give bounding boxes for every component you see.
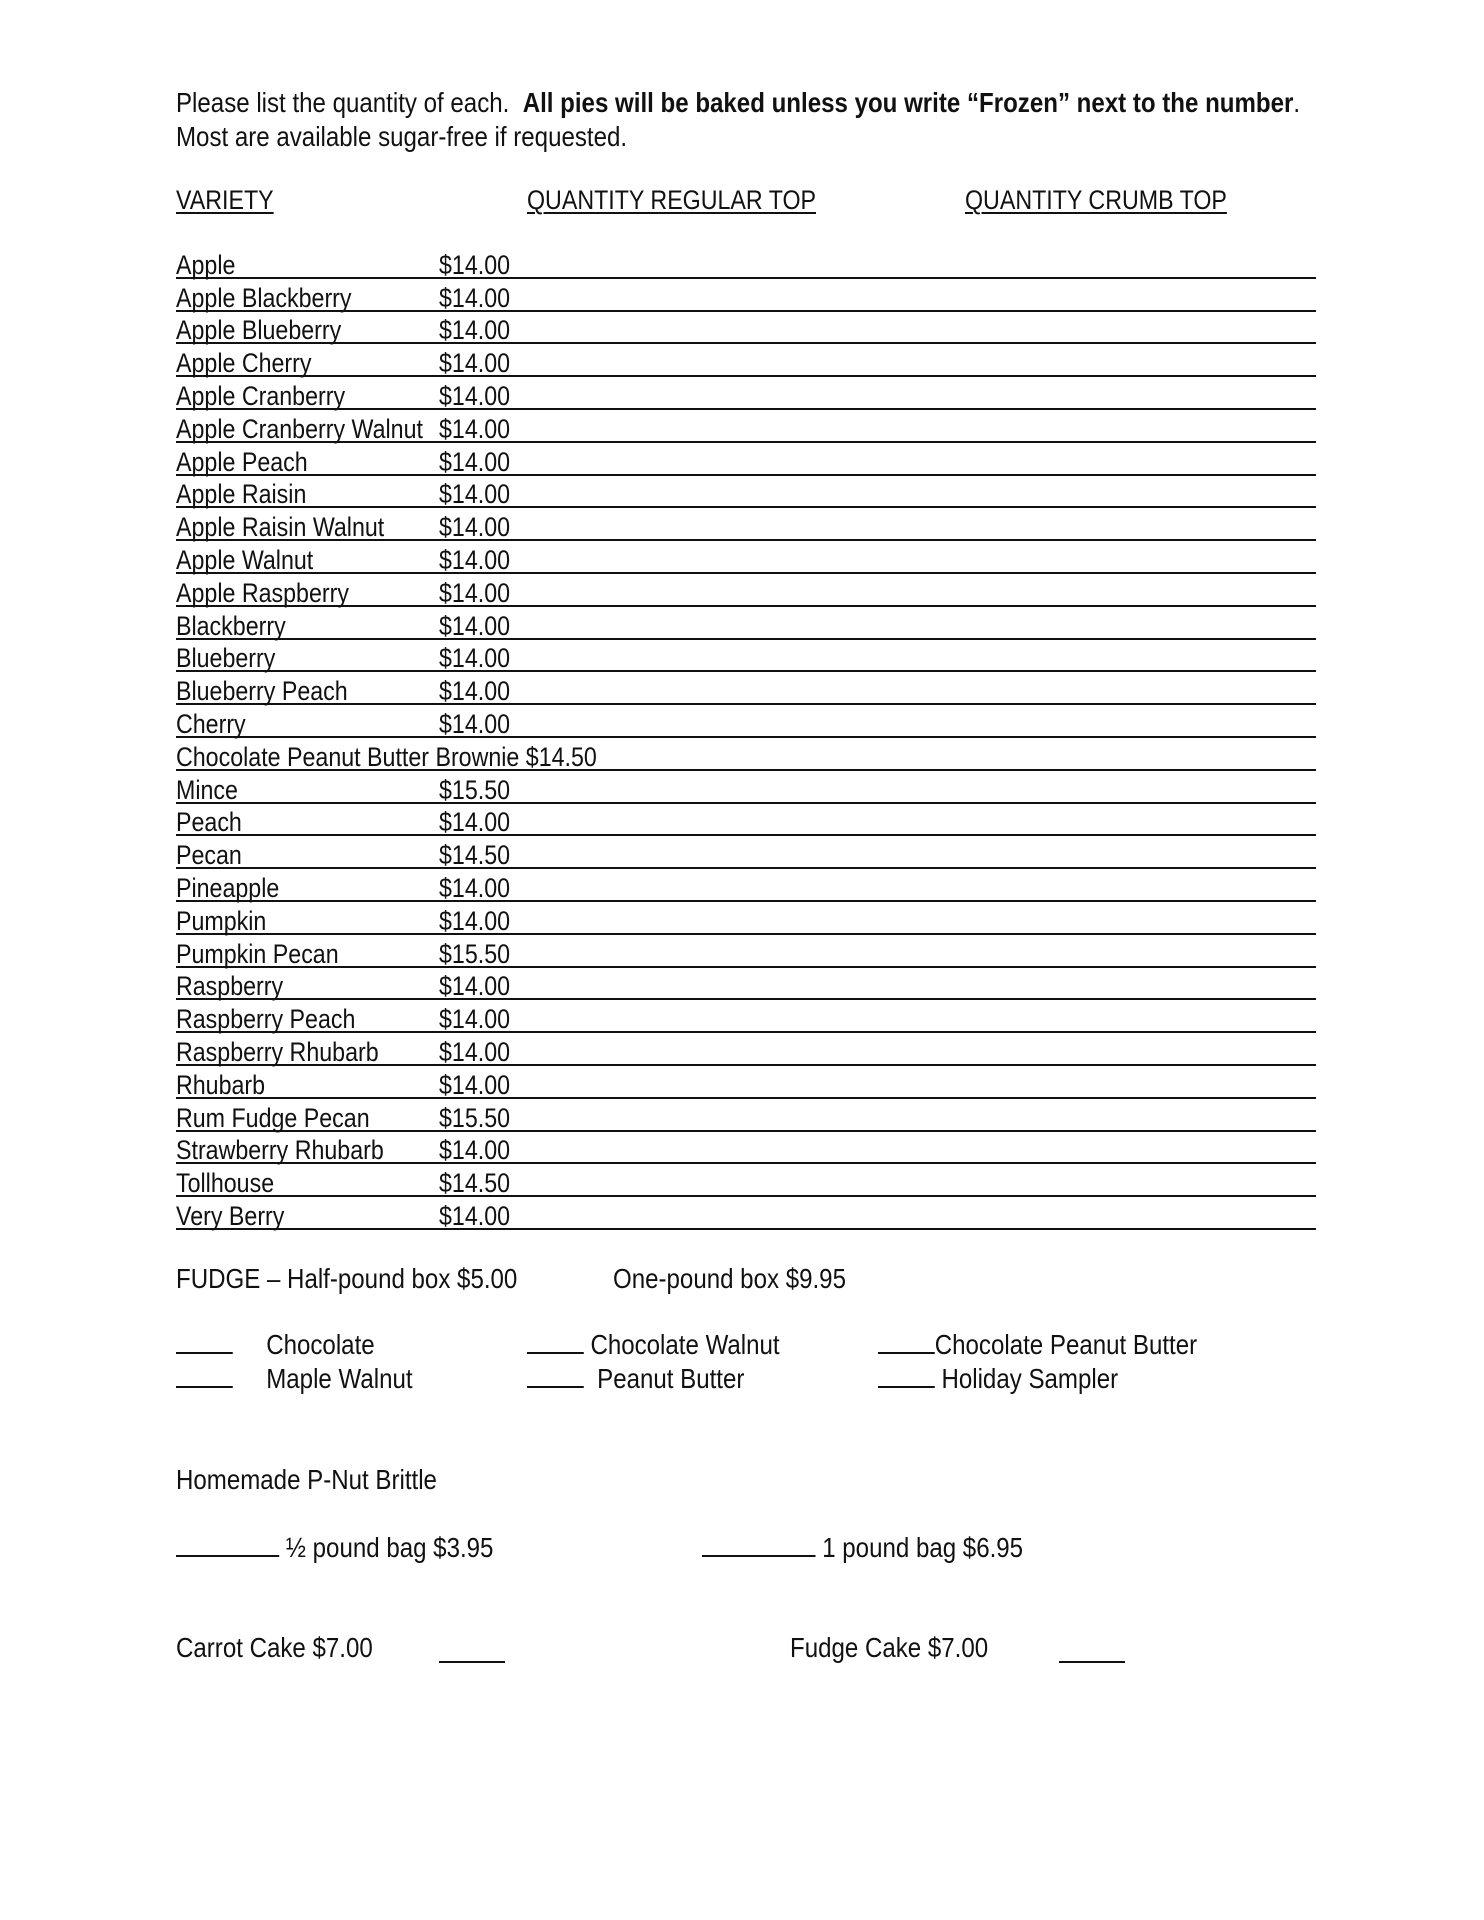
pie-price: $14.00: [439, 1004, 511, 1035]
pie-variety-name: Apple Blueberry: [176, 315, 342, 346]
header-quantity-regular-top: QUANTITY REGULAR TOP: [527, 185, 817, 215]
pie-variety-name: Apple: [176, 249, 236, 280]
pie-row[interactable]: [176, 1066, 1316, 1099]
fudge-item-chocolate-peanut-butter: [878, 1328, 1197, 1362]
pie-price: $14.00: [439, 479, 511, 510]
pie-price: $14.00: [439, 1200, 511, 1231]
pie-variety-name: Apple Peach: [176, 446, 308, 477]
pie-variety-name: Strawberry Rhubarb: [176, 1135, 384, 1166]
pie-price: $14.00: [439, 708, 511, 739]
pie-variety-name: Cherry: [176, 708, 246, 739]
header-variety: VARIETY: [176, 185, 274, 215]
pie-row[interactable]: [176, 443, 1316, 476]
fudge-chocolate-walnut-label: Chocolate Walnut: [590, 1329, 780, 1360]
fudge-holiday-sampler-quantity-blank[interactable]: [878, 1386, 935, 1388]
pie-price: $15.50: [439, 1102, 511, 1133]
pie-variety-name: Apple Cranberry: [176, 380, 346, 411]
pie-variety-name: Apple Blackberry: [176, 282, 352, 313]
fudge-peanut-butter-label: Peanut Butter: [597, 1363, 745, 1394]
pie-row[interactable]: [176, 541, 1316, 574]
fudge-chocolate-label: Chocolate: [266, 1329, 375, 1360]
pie-variety-name: Apple Cherry: [176, 348, 312, 379]
pie-variety-name: Mince: [176, 774, 238, 805]
pie-variety-name: Raspberry: [176, 971, 284, 1002]
pie-row[interactable]: [176, 1033, 1316, 1066]
fudge-item-peanut-butter: [527, 1362, 744, 1396]
pie-row[interactable]: [176, 1132, 1316, 1165]
pie-variety-name: Blackberry: [176, 610, 286, 641]
pie-order-table: [176, 246, 1316, 1230]
pie-variety-name: Raspberry Rhubarb: [176, 1036, 379, 1067]
fudge-one-pound-price: One-pound box $9.95: [613, 1263, 846, 1294]
pie-row[interactable]: [176, 804, 1316, 837]
pie-row[interactable]: [176, 836, 1316, 869]
pie-variety-name: Apple Raspberry: [176, 577, 349, 608]
pie-row[interactable]: [176, 902, 1316, 935]
fudge-chocolate-peanut-butter-quantity-blank[interactable]: [878, 1352, 935, 1354]
fudge-maple-walnut-label: Maple Walnut: [266, 1363, 413, 1394]
pie-variety-name: Raspberry Peach: [176, 1004, 356, 1035]
pie-variety-name: Pumpkin Pecan: [176, 938, 339, 969]
fudge-item-chocolate: [176, 1328, 375, 1362]
fudge-item-chocolate-walnut: [527, 1328, 780, 1362]
fudge-half-pound-title: FUDGE – Half-pound box $5.00: [176, 1263, 518, 1294]
pie-variety-name: Pumpkin: [176, 905, 267, 936]
pie-price: $14.00: [439, 1036, 511, 1067]
carrot-cake-label: Carrot Cake $7.00: [176, 1632, 373, 1663]
pie-variety-name: Apple Raisin: [176, 479, 307, 510]
pie-price: $14.00: [439, 577, 511, 608]
pie-variety-name: Apple Walnut: [176, 544, 314, 575]
pie-variety-name: Blueberry: [176, 643, 276, 674]
pie-variety-name: Tollhouse: [176, 1168, 275, 1199]
pie-price: $14.00: [439, 872, 511, 903]
fudge-maple-walnut-quantity-blank[interactable]: [176, 1386, 233, 1388]
brittle-title: Homemade P-Nut Brittle: [176, 1464, 437, 1495]
pie-price: $14.00: [439, 315, 511, 346]
pie-price: $14.00: [439, 249, 511, 280]
pie-price: $14.00: [439, 905, 511, 936]
fudge-chocolate-walnut-quantity-blank[interactable]: [527, 1352, 584, 1354]
pie-variety-name: Pecan: [176, 840, 242, 871]
pie-row[interactable]: [176, 574, 1316, 607]
instructions-line-1: [176, 86, 1300, 120]
pie-variety-name: Rum Fudge Pecan: [176, 1102, 370, 1133]
pie-row[interactable]: [176, 869, 1316, 902]
pie-variety-name: Chocolate Peanut Butter Brownie $14.50: [176, 741, 597, 772]
fudge-peanut-butter-quantity-blank[interactable]: [527, 1386, 584, 1388]
pie-row[interactable]: [176, 279, 1316, 312]
pie-price: $14.00: [439, 643, 511, 674]
pie-price: $14.00: [439, 544, 511, 575]
pie-price: $14.00: [439, 348, 511, 379]
brittle-one-pound-quantity-blank[interactable]: [702, 1555, 816, 1557]
fudge-chocolate-peanut-butter-label: Chocolate Peanut Butter: [934, 1329, 1198, 1360]
brittle-one-pound-label: 1 pound bag $6.95: [822, 1532, 1024, 1563]
pie-price: $14.00: [439, 1069, 511, 1100]
pie-price: $14.00: [439, 807, 511, 838]
pie-row[interactable]: [176, 1197, 1316, 1230]
instructions-line-2: Most are available sugar-free if requested.: [176, 121, 628, 152]
pie-row[interactable]: [176, 1000, 1316, 1033]
fudge-chocolate-quantity-blank[interactable]: [176, 1352, 233, 1354]
brittle-one-pound: [702, 1531, 1023, 1565]
pie-price: $14.00: [439, 971, 511, 1002]
pie-price: $14.00: [439, 512, 511, 543]
pie-price: $15.50: [439, 774, 511, 805]
fudge-holiday-sampler-label: Holiday Sampler: [941, 1363, 1119, 1394]
pie-variety-name: Apple Raisin Walnut: [176, 512, 385, 543]
pie-row[interactable]: [176, 705, 1316, 738]
pie-row[interactable]: [176, 968, 1316, 1001]
fudge-cake-quantity-blank[interactable]: [1059, 1661, 1125, 1663]
pie-row[interactable]: [176, 377, 1316, 410]
pie-price: $14.00: [439, 446, 511, 477]
pie-price: $14.50: [439, 1168, 511, 1199]
header-quantity-crumb-top: QUANTITY CRUMB TOP: [965, 185, 1227, 215]
pie-row[interactable]: [176, 1099, 1316, 1132]
brittle-half-pound-label: ½ pound bag $3.95: [285, 1532, 494, 1563]
pie-variety-name: Apple Cranberry Walnut: [176, 413, 423, 444]
fudge-cake-label: Fudge Cake $7.00: [790, 1632, 989, 1663]
instructions-bold-text: All pies will be baked unless you write “Frozen” next to the number: [522, 87, 1294, 118]
pie-row[interactable]: [176, 312, 1316, 345]
pie-variety-name: Rhubarb: [176, 1069, 266, 1100]
instructions-text: Please list the quantity of each.: [176, 87, 510, 118]
pie-variety-name: Pineapple: [176, 872, 280, 903]
pie-price: $14.00: [439, 413, 511, 444]
pie-row[interactable]: [176, 344, 1316, 377]
pie-variety-name: Peach: [176, 807, 242, 838]
pie-row[interactable]: [176, 738, 1316, 771]
brittle-half-pound-quantity-blank[interactable]: [176, 1555, 279, 1557]
carrot-cake-quantity-blank[interactable]: [439, 1661, 505, 1663]
pie-price: $14.00: [439, 380, 511, 411]
pie-price: $14.00: [439, 282, 511, 313]
pie-row[interactable]: [176, 771, 1316, 804]
pie-variety-name: Blueberry Peach: [176, 676, 348, 707]
instructions-period: .: [1293, 87, 1301, 118]
pie-price: $15.50: [439, 938, 511, 969]
pie-variety-name: Very Berry: [176, 1200, 285, 1231]
fudge-item-holiday-sampler: [878, 1362, 1118, 1396]
pie-row[interactable]: [176, 672, 1316, 705]
fudge-item-maple-walnut: [176, 1362, 413, 1396]
pie-row[interactable]: [176, 640, 1316, 673]
pie-row[interactable]: [176, 1164, 1316, 1197]
brittle-half-pound: [176, 1531, 493, 1565]
pie-price: $14.00: [439, 610, 511, 641]
pie-row[interactable]: [176, 935, 1316, 968]
pie-price: $14.00: [439, 676, 511, 707]
pie-row[interactable]: [176, 476, 1316, 509]
pie-price: $14.00: [439, 1135, 511, 1166]
pie-price: $14.50: [439, 840, 511, 871]
pie-row[interactable]: [176, 410, 1316, 443]
pie-row[interactable]: [176, 508, 1316, 541]
pie-row[interactable]: [176, 246, 1316, 279]
pie-row[interactable]: [176, 607, 1316, 640]
